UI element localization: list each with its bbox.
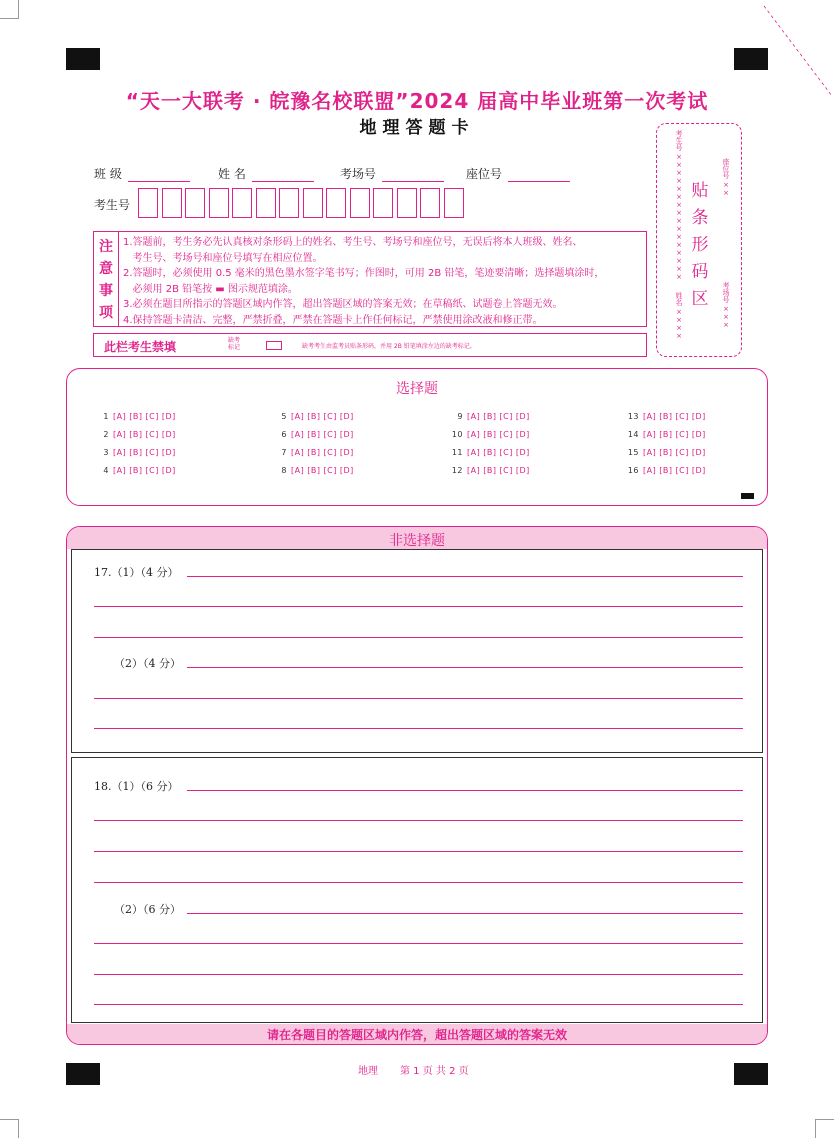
question-number: 2 xyxy=(103,430,109,439)
timing-mark xyxy=(741,493,754,499)
footer-subject: 地理 xyxy=(358,1066,378,1077)
choice-question[interactable] xyxy=(449,448,530,457)
notice-item: 2.答题时，必须使用 0.5 毫米的黑色墨水签字笔书写；作图时，可用 2B 铅笔，笔迹要清晰；选择题填涂时， xyxy=(123,268,605,280)
class-label: 班 级 xyxy=(94,167,122,181)
answer-line[interactable] xyxy=(187,913,743,914)
answer-options[interactable]: [A] [B] [C] [D] xyxy=(291,466,354,475)
seat-field[interactable] xyxy=(466,165,570,182)
choice-question[interactable] xyxy=(449,430,530,439)
student-id-digit-box[interactable] xyxy=(279,188,299,218)
answer-area-warning: 请在各题目的答题区域内作答，超出答题区域的答案无效 xyxy=(266,1028,567,1042)
room-field[interactable] xyxy=(340,165,444,182)
staff-only-label: 此栏考生禁填 xyxy=(104,340,177,354)
q17-part2-label: （2）（4 分） xyxy=(114,657,181,670)
question-number: 5 xyxy=(281,412,287,421)
name-field[interactable] xyxy=(218,165,314,182)
choice-question[interactable] xyxy=(625,448,706,457)
q18-answer-box[interactable] xyxy=(71,757,763,1023)
student-id-digit-box[interactable] xyxy=(185,188,205,218)
absent-note: 缺考考生由监考员贴条形码，并用 2B 铅笔填涂左边的缺考标记。 xyxy=(302,343,476,350)
nonchoice-section xyxy=(66,526,768,1045)
choice-question[interactable] xyxy=(449,412,530,421)
answer-options[interactable]: [A] [B] [C] [D] xyxy=(467,430,530,439)
answer-options[interactable]: [A] [B] [C] [D] xyxy=(643,430,706,439)
absent-mark-label: 缺考 标记 xyxy=(228,337,241,351)
choice-question[interactable] xyxy=(273,466,354,475)
notice-item: 考生号、考场号和座位号填写在相应位置。 xyxy=(123,252,323,264)
student-id-digit-box[interactable] xyxy=(397,188,417,218)
answer-line[interactable] xyxy=(94,943,743,944)
barcode-sample-seat: 座位号 ×× xyxy=(722,158,730,198)
notice-item: 4.保持答题卡清洁、完整，严禁折叠，严禁在答题卡上作任何标记，严禁使用涂改液和修正带。 xyxy=(123,314,543,326)
choice-question[interactable] xyxy=(625,430,706,439)
registration-mark xyxy=(66,1063,100,1085)
answer-line[interactable] xyxy=(94,974,743,975)
choice-question[interactable] xyxy=(449,466,530,475)
notice-item: 1.答题前，考生务必先认真核对条形码上的姓名、考生号、考场号和座位号，无误后将本人班级、姓名、 xyxy=(123,237,583,248)
student-id-digit-box[interactable] xyxy=(232,188,252,218)
choice-section xyxy=(66,368,768,506)
answer-options[interactable]: [A] [B] [C] [D] xyxy=(467,448,530,457)
q18-part1-label: 18.（1）（6 分） xyxy=(94,780,179,793)
choice-question[interactable] xyxy=(625,466,706,475)
room-input-line[interactable] xyxy=(382,169,444,182)
registration-mark xyxy=(734,1063,768,1085)
exam-title: “天一大联考 · 皖豫名校联盟”2024 届高中毕业班第一次考试 xyxy=(125,89,709,113)
answer-line[interactable] xyxy=(94,851,743,852)
question-number: 7 xyxy=(281,448,287,457)
choice-question[interactable] xyxy=(95,412,176,421)
barcode-sample-room: 考场号 ××× xyxy=(722,282,730,330)
question-number: 16 xyxy=(627,466,639,475)
choice-question[interactable] xyxy=(273,412,354,421)
name-input-line[interactable] xyxy=(252,169,314,182)
question-number: 11 xyxy=(451,448,463,457)
answer-options[interactable]: [A] [B] [C] [D] xyxy=(113,430,176,439)
answer-options[interactable]: [A] [B] [C] [D] xyxy=(291,412,354,421)
choice-question[interactable] xyxy=(95,430,176,439)
answer-line[interactable] xyxy=(94,1004,743,1005)
answer-options[interactable]: [A] [B] [C] [D] xyxy=(113,448,176,457)
choice-question[interactable] xyxy=(95,448,176,457)
question-number: 14 xyxy=(627,430,639,439)
answer-options[interactable]: [A] [B] [C] [D] xyxy=(291,448,354,457)
answer-line[interactable] xyxy=(187,576,743,577)
choice-title: 选择题 xyxy=(396,381,438,397)
question-number: 1 xyxy=(103,412,109,421)
answer-options[interactable]: [A] [B] [C] [D] xyxy=(643,466,706,475)
notice-item: 3.必须在题目所指示的答题区域内作答，超出答题区域的答案无效；在草稿纸、试题卷上答题无效。 xyxy=(123,299,563,311)
q17-answer-box[interactable] xyxy=(71,549,763,753)
barcode-title: 贴 条 形 码 区 xyxy=(691,181,709,309)
crop-mark xyxy=(0,1119,19,1138)
seat-label: 座位号 xyxy=(466,167,503,181)
student-id-digit-box[interactable] xyxy=(256,188,276,218)
question-number: 3 xyxy=(103,448,109,457)
answer-line[interactable] xyxy=(94,637,743,638)
notice-text xyxy=(123,235,643,329)
staff-only-row xyxy=(93,333,647,357)
answer-line[interactable] xyxy=(187,790,743,791)
question-number: 10 xyxy=(451,430,463,439)
student-id-digit-box[interactable] xyxy=(138,188,158,218)
answer-line[interactable] xyxy=(94,728,743,729)
student-id-digit-box[interactable] xyxy=(326,188,346,218)
answer-line[interactable] xyxy=(94,698,743,699)
answer-options[interactable]: [A] [B] [C] [D] xyxy=(113,412,176,421)
choice-question[interactable] xyxy=(273,430,354,439)
notice-item: 必须用 2B 铅笔按 ▬ 图示规范填涂。 xyxy=(123,283,298,295)
answer-line[interactable] xyxy=(94,606,743,607)
card-subtitle: 地理答题卡 xyxy=(359,118,475,138)
student-id-label: 考生号 xyxy=(94,198,131,212)
student-id-digit-box[interactable] xyxy=(373,188,393,218)
q18-part2-label: （2）（6 分） xyxy=(114,903,181,916)
student-id-digit-box[interactable] xyxy=(444,188,464,218)
registration-mark xyxy=(66,48,100,70)
class-field[interactable] xyxy=(94,165,190,182)
answer-options[interactable]: [A] [B] [C] [D] xyxy=(113,466,176,475)
question-number: 15 xyxy=(627,448,639,457)
answer-line[interactable] xyxy=(94,820,743,821)
answer-options[interactable]: [A] [B] [C] [D] xyxy=(467,412,530,421)
choice-question[interactable] xyxy=(95,466,176,475)
barcode-sample-name: 姓名 ×××× xyxy=(675,292,683,341)
question-number: 4 xyxy=(103,466,109,475)
student-id-digit-box[interactable] xyxy=(303,188,323,218)
student-id-digit-box[interactable] xyxy=(209,188,229,218)
absent-mark-box[interactable] xyxy=(266,341,282,350)
student-id-digit-box[interactable] xyxy=(420,188,440,218)
crop-mark xyxy=(0,0,19,19)
choice-question[interactable] xyxy=(625,412,706,421)
question-number: 8 xyxy=(281,466,287,475)
question-number: 9 xyxy=(457,412,463,421)
footer-page: 第 1 页 共 2 页 xyxy=(400,1066,469,1077)
seat-input-line[interactable] xyxy=(508,169,570,182)
student-id-digit-box[interactable] xyxy=(162,188,182,218)
answer-line[interactable] xyxy=(94,882,743,883)
barcode-sample-id: 考生号 ×××××××××××××××× xyxy=(675,130,683,282)
class-input-line[interactable] xyxy=(128,169,190,182)
question-number: 6 xyxy=(281,430,287,439)
barcode-area[interactable] xyxy=(656,123,742,357)
nonchoice-title: 非选择题 xyxy=(389,533,445,549)
answer-line[interactable] xyxy=(187,667,743,668)
choice-question[interactable] xyxy=(273,448,354,457)
notice-heading: 注 意 事 项 xyxy=(94,232,119,326)
notice-box xyxy=(93,231,647,327)
answer-options[interactable]: [A] [B] [C] [D] xyxy=(643,448,706,457)
answer-options[interactable]: [A] [B] [C] [D] xyxy=(291,430,354,439)
answer-options[interactable]: [A] [B] [C] [D] xyxy=(643,412,706,421)
crop-mark xyxy=(815,1119,834,1138)
answer-options[interactable]: [A] [B] [C] [D] xyxy=(467,466,530,475)
name-label: 姓 名 xyxy=(218,167,246,181)
question-number: 12 xyxy=(451,466,463,475)
question-number: 13 xyxy=(627,412,639,421)
room-label: 考场号 xyxy=(340,167,377,181)
student-id-digit-box[interactable] xyxy=(350,188,370,218)
q17-part1-label: 17.（1）（4 分） xyxy=(94,566,179,579)
